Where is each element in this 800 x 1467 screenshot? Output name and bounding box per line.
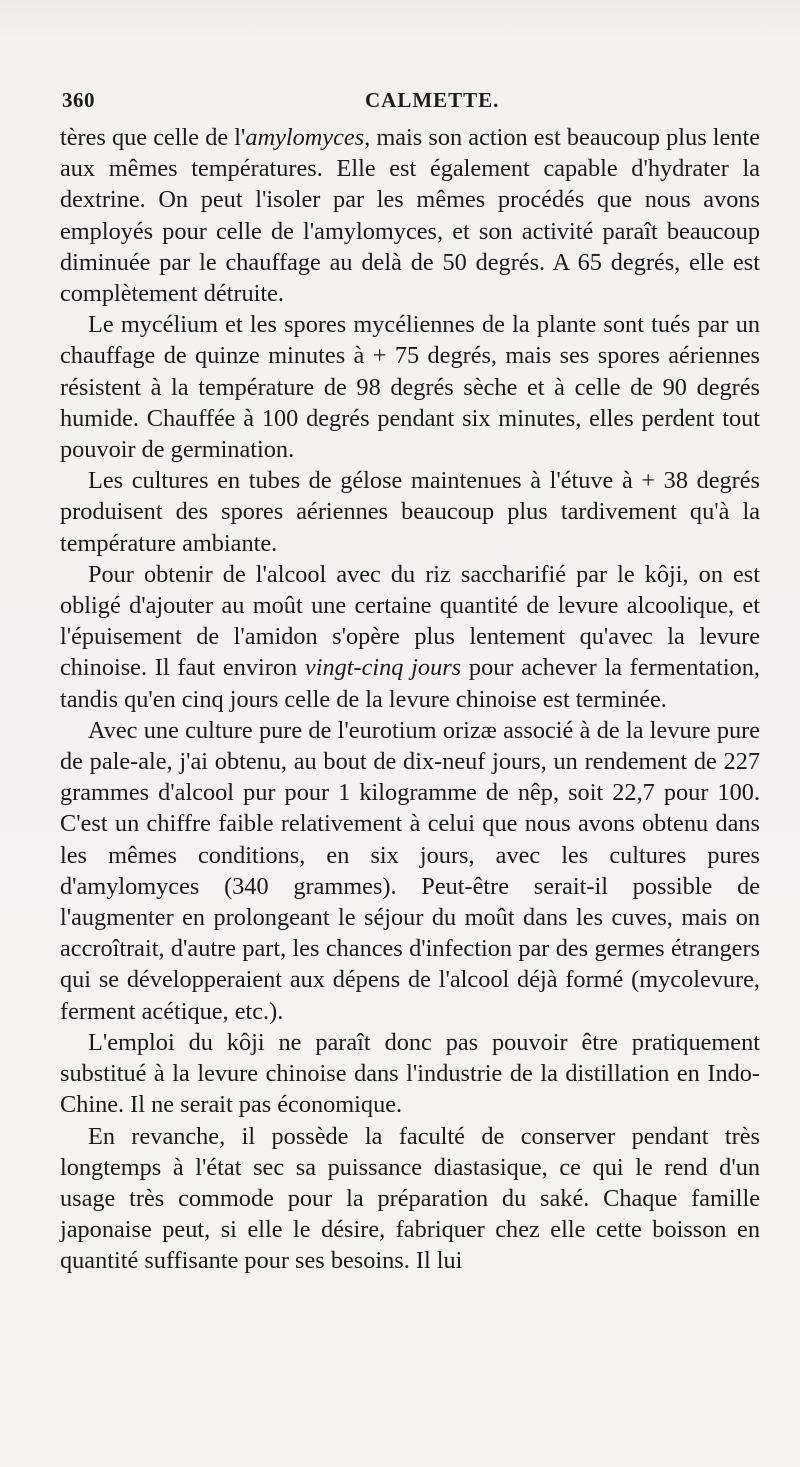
paragraph	[60, 559, 760, 715]
italic-run: vingt-cinq jours	[304, 654, 462, 682]
italic-run: amylomyces	[245, 124, 365, 151]
paragraph	[60, 1027, 760, 1121]
text-run: L'emploi du kôji ne paraît donc pas pouvoir être pratiquement substitué à la levure chinoise dans l'industrie de la distillation en Indo-Chine. Il ne serait pas économique.	[60, 1028, 760, 1119]
text-run: pour achever la fermentation, tandis qu'en cinq jours celle de la levure chinoise est terminée.	[60, 654, 760, 713]
page-header	[62, 88, 760, 118]
body-text	[60, 122, 760, 1277]
running-title: CALMETTE.	[365, 88, 500, 112]
text-run: Le mycélium et les spores mycéliennes de la plante sont tués par un chauffage de quinze minutes à + 75 degrés, mais ses spores aériennes résistent à la température de 98 degrés sèche et à celle de 90 degrés humide. Chauffée à 100 degrés pendant six minutes, elles perdent tout pouvoir de germination.	[60, 311, 760, 464]
text-run: tères que celle de l'	[60, 124, 246, 151]
text-run: Pour obtenir de l'alcool avec du riz saccharifié par le kôji, on est obligé d'ajouter au moût une certaine quantité de levure alcoolique, et l'épuisement de l'amidon s'opère plus lentement qu'avec la levure chinoise. Il faut environ	[60, 560, 760, 682]
paragraph	[60, 1121, 760, 1277]
text-run: , mais son action est beaucoup plus lente aux mêmes températures. Elle est également capable d'hydrater la dextrine. On peut l'isoler par les mêmes procédés que nous avons employés pour celle de l'amylomyces, et son activité paraît beaucoup diminuée par le chauffage au delà de 50 degrés. A 65 degrés, elle est complètement détruite.	[60, 124, 760, 308]
text-run: En revanche, il possède la faculté de conserver pendant très longtemps à l'état sec sa puissance diastasique, ce qui le rend d'un usage très commode pour la préparation du saké. Chaque famille japonaise peut, si elle le désire, fabriquer chez elle cette boisson en quantité suffisante pour ses besoins. Il lui	[60, 1122, 760, 1275]
paragraph-continued	[60, 122, 760, 309]
page-number: 360	[62, 88, 95, 112]
text-run: Les cultures en tubes de gélose maintenues à l'étuve à + 38 degrés produisent des spores aériennes beaucoup plus tardivement qu'à la température ambiante.	[60, 467, 760, 557]
paragraph	[60, 309, 760, 465]
text-run: Avec une culture pure de l'eurotium orizæ associé à de la levure pure de pale-ale, j'ai obtenu, au bout de dix-neuf jours, un rendement de 227 grammes d'alcool pur pour 1 kilogramme de nêp, soit 22,7 pour 100. C'est un chiffre faible relativement à celui que nous avons obtenu dans les mêmes conditions, en six jours, avec les cultures pures d'amylomyces (340 grammes). Peut-être serait-il possible de l'augmenter en prolongeant le séjour du moût dans les cuves, mais on accroîtrait, d'autre part, les chances d'infection par des germes étrangers qui se développeraient aux dépens de l'alcool déjà formé (mycolevure, ferment acétique, etc.).	[60, 716, 760, 1025]
paragraph	[60, 465, 760, 559]
paragraph	[60, 715, 760, 1027]
